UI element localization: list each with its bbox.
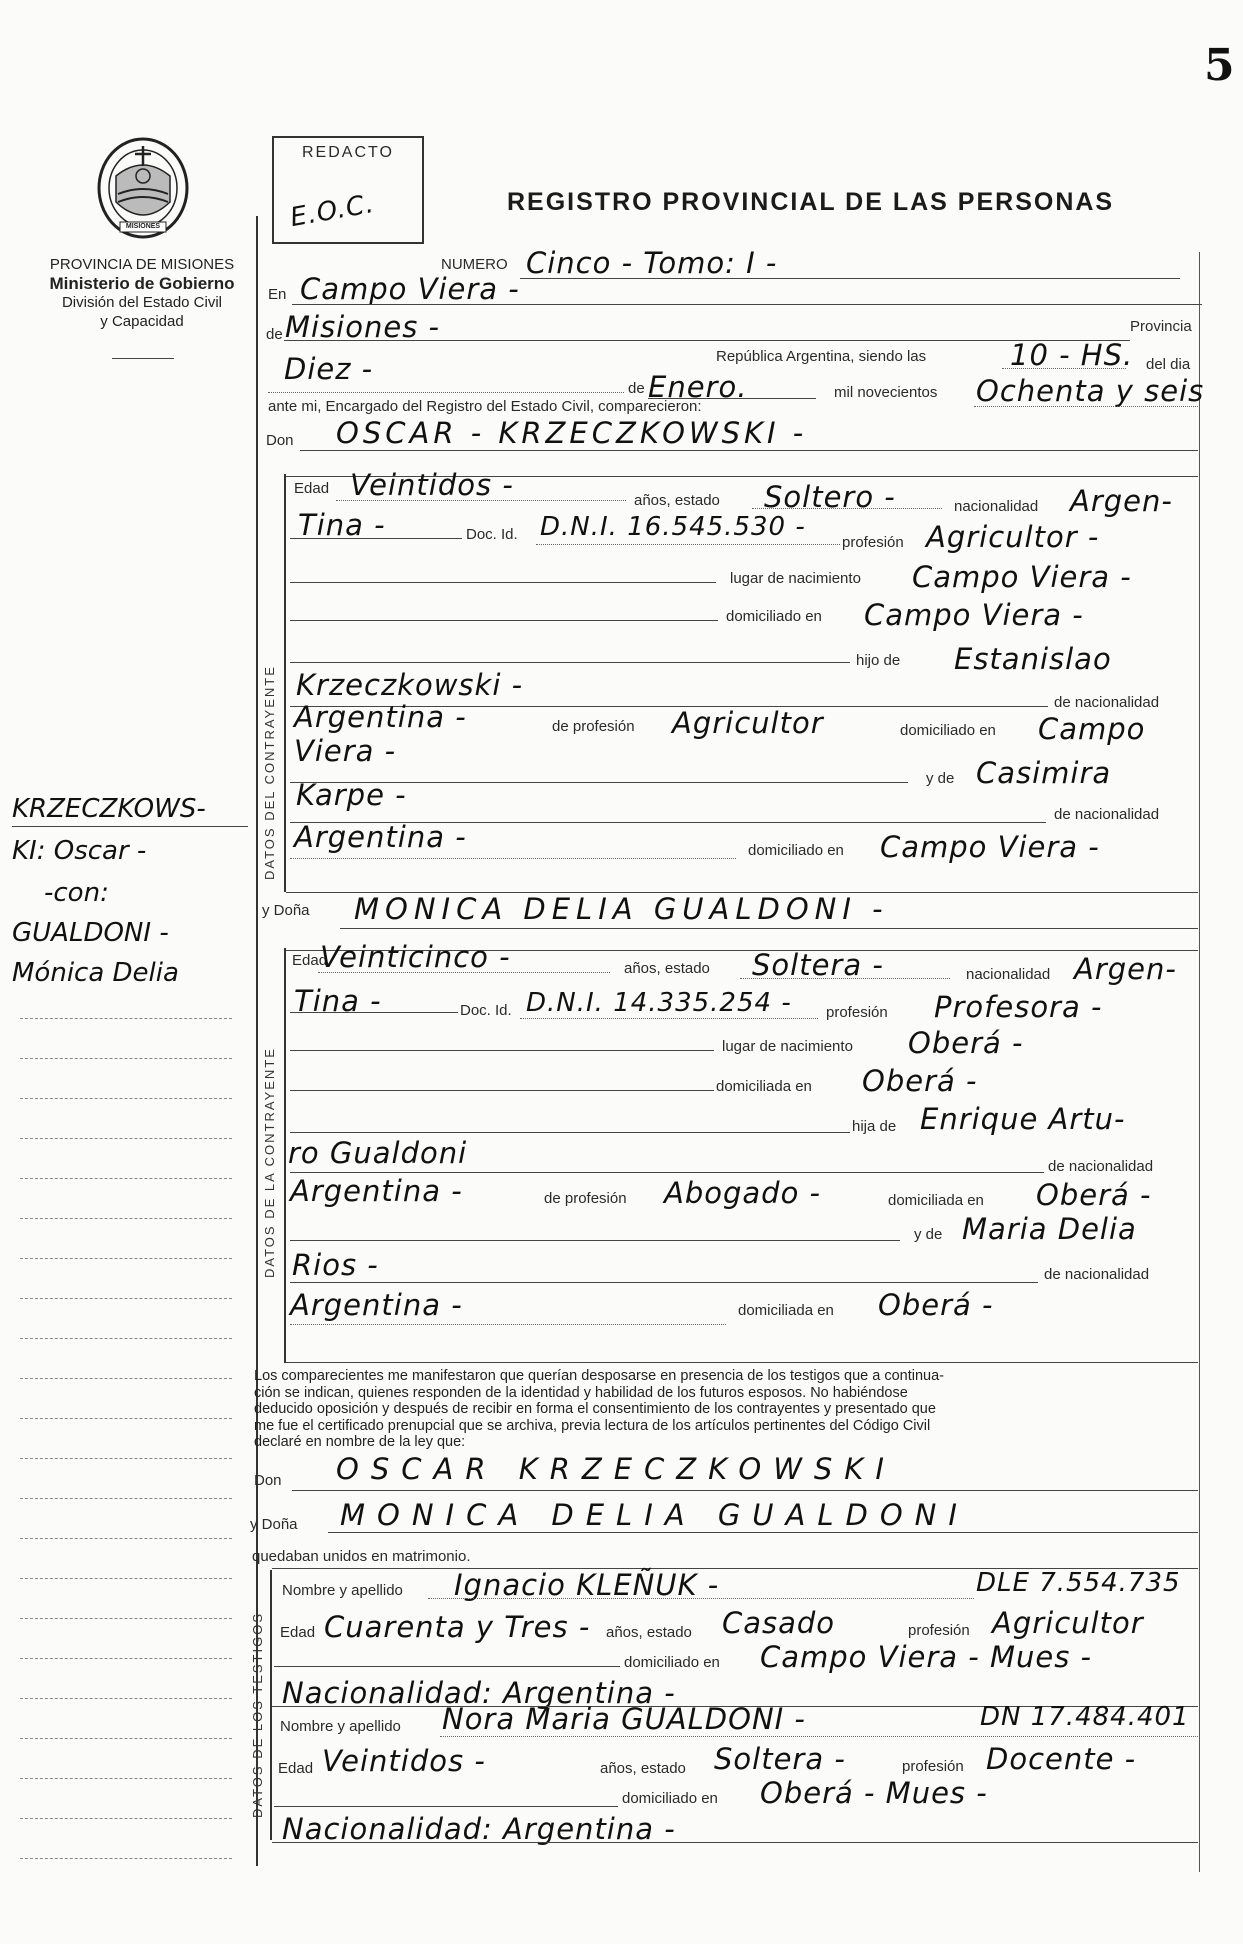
contrayente-padre-2: Krzeczkowski - [296,668,524,702]
margin-line [20,1298,232,1299]
contrayenta-madre-dom-label: domiciliada en [738,1302,834,1319]
margin-line [20,1138,232,1139]
margin-line [20,1698,232,1699]
margin-line [20,1538,232,1539]
contrayenta-profesion-label: profesión [826,1004,888,1021]
contrayenta-madre-nac-line [290,1324,726,1325]
hora-value: 10 - HS. [1010,338,1134,372]
contrayenta-padre-2: ro Gualdoni [288,1136,468,1170]
contrayenta-y-de-label: y de [914,1226,943,1243]
testigos-frame-line [270,1570,272,1840]
contrayenta-name: MONICA DELIA GUALDONI - [354,892,889,926]
t2-nombre-label: Nombre y apellido [280,1718,401,1735]
margin-line [20,1018,232,1019]
t1-estado: Casado [722,1606,836,1640]
contrayente-side-label: DATOS DEL CONTRAYENTE [262,665,277,880]
margin-line [20,1738,232,1739]
margin-note-line: Mónica Delia [12,958,179,988]
t1-domicilio-label: domiciliado en [624,1654,720,1671]
margin-line [20,1858,232,1859]
dona-label: y Doña [262,902,310,919]
contrayenta-madre2-line [290,1282,1038,1283]
contrayente-edad: Veintidos - [350,468,514,502]
issuer-block [22,255,262,331]
en-value: Campo Viera - [300,272,520,306]
lugar-blank-line [290,582,716,583]
contrayenta-de-nacionalidad-label: de nacionalidad [1048,1158,1154,1175]
anio-line [974,406,1200,407]
right-frame-line [1199,252,1200,1872]
contrayenta-doc: D.N.I. 14.335.254 - [526,988,792,1018]
redacto-initials: E.O.C. [288,188,377,234]
estado-line [752,508,942,509]
contrayenta-doc-line [520,1018,818,1019]
t1-nombre-label: Nombre y apellido [282,1582,403,1599]
margin-line [20,1058,232,1059]
edad-label: Edad [294,480,330,497]
contrayenta-padre-dom: Oberá - [1036,1178,1152,1212]
mil-label: mil novecientos [834,384,938,401]
de-profesion-label: de profesión [552,718,635,735]
hora-line [1002,368,1126,369]
contrayente-name: OSCAR - KRZECZKOWSKI - [336,416,808,450]
page-title: REGISTRO PROVINCIAL DE LAS PERSONAS [507,188,1115,216]
t2-dni: DN 17.484.401 [980,1702,1190,1732]
contrayenta-domicilio-label: domiciliada en [716,1078,812,1095]
contrayente-frame-line [284,474,286,892]
issuer-province: PROVINCIA DE MISIONES [49,256,235,273]
contrayenta-madre-1: Maria Delia [962,1212,1137,1246]
t1-dni: DLE 7.554.735 [976,1568,1181,1598]
t1-nombre: Ignacio KLEÑUK - [454,1568,720,1602]
madre-nac-line [290,858,736,859]
contrayenta-nac2-line [290,1012,458,1013]
margin-line [20,1338,232,1339]
contrayenta-madre-blank-line [290,1240,900,1241]
decl-dona-line [328,1532,1198,1533]
contrayenta-madre-dom: Oberá - [878,1288,994,1322]
republica-label: República Argentina, siendo las [716,348,927,365]
contrayenta-lugar-blank-line [290,1050,714,1051]
t1-domicilio-blank-line [274,1666,620,1667]
margin-line [20,1818,232,1819]
t2-domicilio-blank-line [274,1806,618,1807]
contrayenta-hija-label: hija de [852,1118,897,1135]
contrayenta-madre-2: Rios - [292,1248,379,1282]
de-line [284,340,1130,341]
contrayente-padre-prof: Agricultor [672,706,824,740]
t2-anios-label: años, estado [600,1760,686,1777]
contrayenta-padre-prof: Abogado - [664,1176,822,1210]
contrayenta-edad-line [318,972,610,973]
anio-value: Ochenta y seis [976,374,1205,408]
hijo-blank-line [290,662,850,663]
margin-note-line: -con: [44,878,109,908]
contrayenta-estado: Soltera - [752,948,884,982]
contrayente-estado: Soltero - [764,480,896,514]
dia-line [268,392,624,393]
doc-line [536,544,840,545]
contrayenta-domicilio-blank-line [290,1090,714,1091]
contrayente-padre-dom-1: Campo [1038,712,1146,746]
contrayenta-name-line [340,928,1198,929]
provincia-label: Provincia [1130,318,1192,335]
contrayenta-domicilio: Oberá - [862,1064,978,1098]
t2-nombre-line [440,1736,1198,1737]
contrayenta-padre2-line [290,1172,1044,1173]
redacto-label: REDACTO [302,144,394,161]
issuer-rule [112,358,174,359]
t2-domicilio: Oberá - Mues - [760,1776,988,1810]
testigos-side-label: DATOS DE LOS TESTIGOS [250,1612,265,1818]
contrayente-padre-dom-2: Viera - [294,734,397,768]
decl-don-label: Don [254,1472,282,1489]
t2-profesion: Docente - [986,1742,1137,1776]
contrayenta-hija-blank-line [290,1132,850,1133]
margin-line [20,1778,232,1779]
numero-label: NUMERO [441,256,508,273]
contrayenta-madre-de-nacionalidad-label: de nacionalidad [1044,1266,1150,1283]
margin-line [20,1618,232,1619]
contrayenta-edad: Veinticinco - [320,940,511,974]
contrayenta-nacionalidad-1: Argen- [1074,952,1177,986]
de2-label: de [628,380,645,397]
contrayenta-estado-line [740,978,950,979]
decl-don-line [292,1490,1198,1491]
contrayenta-profesion: Profesora - [934,990,1103,1024]
decl-don-name: OSCAR KRZECZKOWSKI [336,1452,896,1486]
seal-label: MISIONES [125,223,161,230]
t1-nombre-line [428,1598,974,1599]
contrayenta-frame-line [284,948,286,1363]
t2-domicilio-label: domiciliado en [622,1790,718,1807]
declaration-text [254,1368,1174,1451]
t1-edad: Cuarenta y Tres - [324,1610,591,1644]
contrayente-madre-1: Casimira [976,756,1112,790]
declaration-line: deducido oposición y después de recibir en forma el consentimiento de los contrayentes y presentado que [254,1401,936,1417]
margin-note-line: KRZECZKOWS- [12,794,206,824]
lugar-label: lugar de nacimiento [730,570,861,587]
y-de-label: y de [926,770,955,787]
hijo-label: hijo de [856,652,901,669]
margin-note-line: GUALDONI - [12,918,169,948]
margin-line [20,1578,232,1579]
contrayenta-padre-1: Enrique Artu- [920,1102,1126,1136]
contrayenta-padre-nac: Argentina - [290,1174,463,1208]
decl-dona-label: y Doña [250,1516,298,1533]
contrayente-nacionalidad-1: Argen- [1070,484,1173,518]
margin-line [20,1218,232,1219]
anios-label: años, estado [634,492,720,509]
domicilio-blank-line [290,620,718,621]
decl-unidos: quedaban unidos en matrimonio. [252,1548,471,1565]
t1-profesion-label: profesión [908,1622,970,1639]
contrayente-doc: D.N.I. 16.545.530 - [540,512,806,542]
decl-dona-name: MONICA DELIA GUALDONI [340,1498,969,1532]
contrayenta-lugar-label: lugar de nacimiento [722,1038,853,1055]
contrayenta-anios-label: años, estado [624,960,710,977]
dia-value: Diez - [284,352,374,386]
margin-line [20,1498,232,1499]
t1-anios-label: años, estado [606,1624,692,1641]
contrayente-lugar: Campo Viera - [912,560,1132,594]
issuer-ministry: Ministerio de Gobierno [49,274,235,293]
declaration-line: declaré en nombre de la ley que: [254,1434,466,1450]
contrayente-domicilio: Campo Viera - [864,598,1084,632]
en-label: En [268,286,287,303]
t1-profesion: Agricultor [992,1606,1144,1640]
issuer-capacity: y Capacidad [100,313,184,330]
margin-line [20,1258,232,1259]
margin-note-rule [12,826,248,827]
don-label: Don [266,432,294,449]
madre-dom-label: domiciliado en [748,842,844,859]
ante-label: ante mi, Encargado del Registro del Estado Civil, comparecieron: [268,398,702,415]
contrayenta-de-profesion-label: de profesión [544,1190,627,1207]
t2-nombre: Nora Maria GUALDONI - [442,1702,806,1736]
t2-edad: Veintidos - [322,1744,486,1778]
contrayente-padre-1: Estanislao [954,642,1112,676]
t2-profesion-label: profesión [902,1758,964,1775]
t2-bottom-rule [272,1842,1198,1843]
margin-line [20,1658,232,1659]
contrayenta-nacionalidad-label: nacionalidad [966,966,1051,983]
margin-line [20,1098,232,1099]
t2-estado: Soltera - [714,1742,846,1776]
contrayente-profesion: Agricultor - [926,520,1100,554]
contrayenta-lugar: Oberá - [908,1026,1024,1060]
margin-line [20,1458,232,1459]
edad-line [336,500,626,501]
contrayente-madre-2: Karpe - [296,778,407,812]
de-nacionalidad-label: de nacionalidad [1054,694,1160,711]
t1-domicilio: Campo Viera - Mues - [760,1640,1093,1674]
contrayenta-padre-dom-label: domiciliada en [888,1192,984,1209]
nac2-line [290,538,462,539]
t2-nacionalidad: Nacionalidad: Argentina - [282,1812,676,1846]
contrayenta-nacionalidad-2: Tina - [294,984,382,1018]
de-value: Misiones - [285,310,440,344]
margin-line [20,1418,232,1419]
contrayente-name-line [300,450,1198,451]
contrayente-nacionalidad-2: Tina - [298,508,386,542]
contrayenta-bottom-rule [286,1362,1198,1363]
profesion-label: profesión [842,534,904,551]
numero-line [520,278,1180,279]
contrayente-madre-dom: Campo Viera - [880,830,1100,864]
t1-nacionalidad: Nacionalidad: Argentina - [282,1676,676,1710]
t1-edad-label: Edad [280,1624,316,1641]
madre-de-nacionalidad-label: de nacionalidad [1054,806,1160,823]
t2-edad-label: Edad [278,1760,314,1777]
contrayente-madre-nac: Argentina - [294,820,467,854]
padre-dom-label: domiciliado en [900,722,996,739]
mes-value: Enero. [648,370,748,404]
contrayenta-madre-nac: Argentina - [290,1288,463,1322]
doc-label: Doc. Id. [466,526,518,543]
declaration-line: me fue el certificado prenupcial que se archiva, previa lectura de los artículos pertinentes del Código Civil [254,1417,931,1434]
declaration-line: Los comparecientes me manifestaron que querían desposarse en presencia de los testigos que a continua- [254,1368,944,1384]
declaration-line: ción se indican, quienes responden de la identidad y habilidad de los futuros esposos. No habiéndose [254,1384,908,1401]
de-label: de [266,326,283,343]
del-dia-label: del dia [1146,356,1191,373]
nacionalidad-label: nacionalidad [954,498,1039,515]
margin-line [20,1178,232,1179]
numero-value: Cinco - Tomo: I - [526,246,778,280]
domicilio-label: domiciliado en [726,608,822,625]
issuer-division: División del Estado Civil [61,294,223,311]
page-number: 5 [1204,40,1235,91]
contrayenta-doc-label: Doc. Id. [460,1002,512,1019]
margin-note-line: KI: Oscar - [12,836,147,866]
contrayente-padre-nac: Argentina - [294,700,467,734]
contrayenta-edad-label: Edad [292,952,328,969]
en-line [292,304,1202,305]
contrayenta-side-label: DATOS DE LA CONTRAYENTE [262,1047,277,1278]
margin-line [20,1378,232,1379]
